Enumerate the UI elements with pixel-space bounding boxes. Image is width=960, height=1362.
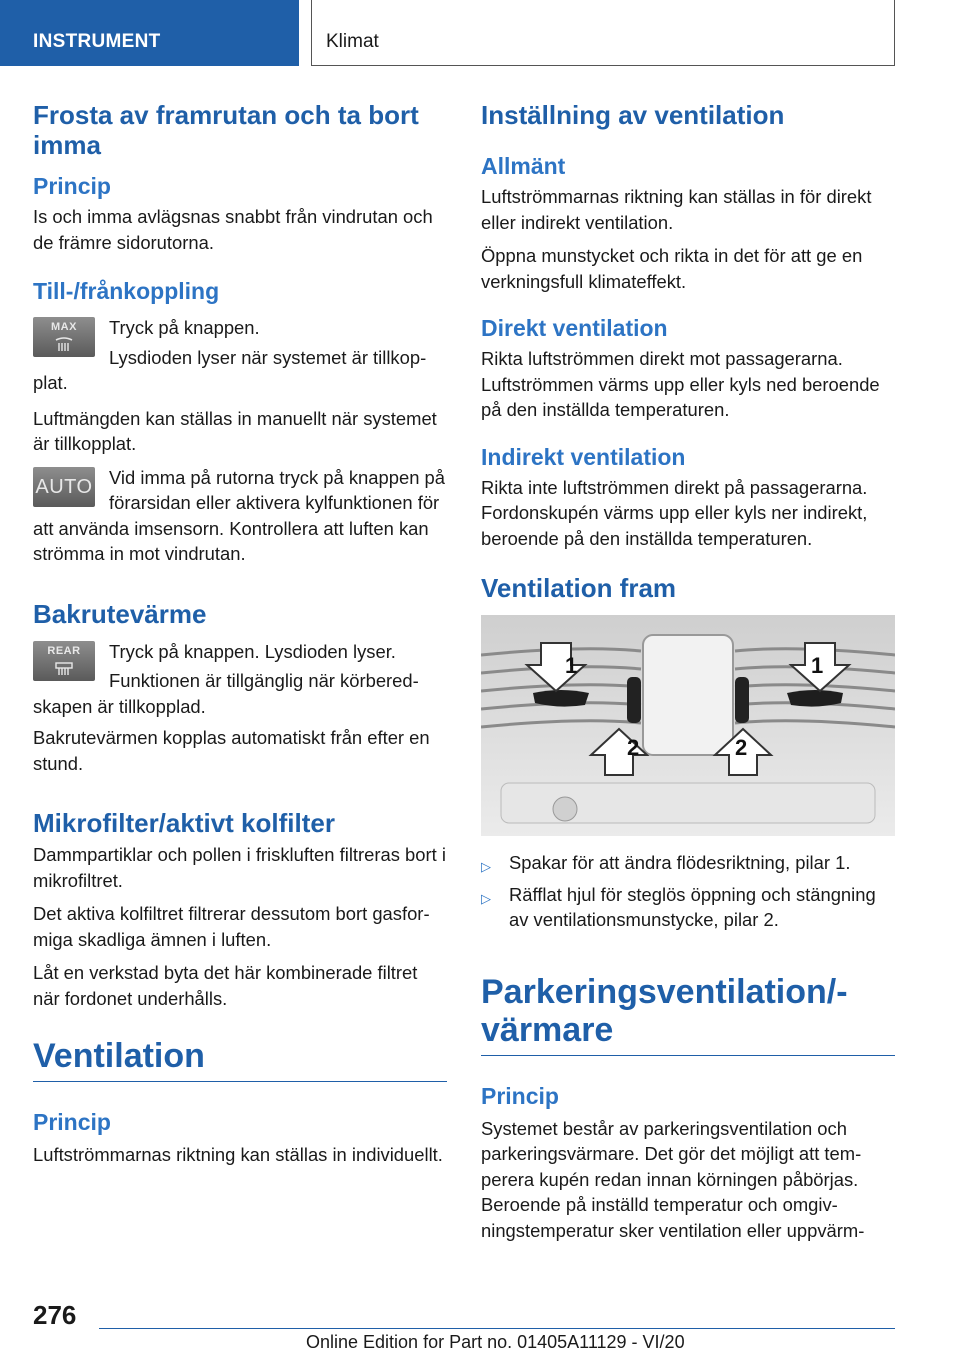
vent-figure — [481, 615, 895, 836]
heading-installning: Inställning av ventilation — [481, 100, 785, 130]
max-icon-label: MAX — [51, 321, 77, 333]
fig-label-1-left: 1 — [565, 653, 578, 678]
heading-parkeringsventilation: Parkeringsventilation/-värmare — [481, 972, 848, 1049]
text-allmant-1: Luftströmmarnas riktning kan ställas in för direkt eller indirekt ventilation. — [481, 186, 872, 233]
defrost-waves-icon — [55, 337, 73, 353]
heading-indirekt: Indirekt ventilation — [481, 443, 686, 470]
text-indirekt: Rikta inte luftströmmen direkt på passagerarna. Fordonskupén värms upp eller kyls ner indirekt, beroende på den inställda temperaturen. — [481, 476, 868, 549]
header-chapter-label: Klimat — [326, 31, 379, 52]
triangle-bullet-icon: ▷ — [481, 859, 491, 874]
text-lysdioden: Lysdioden lyser när systemet är tillkopplat. — [33, 346, 427, 393]
heading-direkt: Direkt ventilation — [481, 315, 668, 341]
heading-ventilation: Ventilation — [33, 1037, 205, 1075]
heading-ventilation-fram: Ventilation fram — [481, 573, 677, 603]
header-chapter-box — [311, 0, 895, 66]
header-section-tab — [0, 0, 299, 66]
text-mikro-2: Det aktiva kolfiltret filtrerar dessutom bort gasformiga skadliga ämnen i luften. — [33, 903, 430, 950]
rear-icon-label: REAR — [47, 644, 81, 657]
text-tryck-knappen: Tryck på knappen. — [109, 317, 260, 338]
text-bak-kopplas: Bakrutevärmen kopplas automatiskt från efter en stund. — [33, 727, 430, 774]
footer-divider — [99, 1328, 895, 1329]
list-item — [481, 850, 895, 876]
rear-defrost-waves-icon — [55, 661, 73, 677]
auto-button-icon — [33, 467, 95, 507]
text-bak-funktionen: Funktionen är tillgänglig när körberedskapen är tillkopplad. — [33, 670, 419, 717]
heading-princip-parkering: Princip — [481, 1082, 559, 1109]
header-section-label: INSTRUMENT — [33, 31, 161, 52]
rear-defrost-button-icon — [33, 641, 95, 681]
text-mikro-3: Låt en verkstad byta det här kombinerade filtret när fordonet underhålls. — [33, 962, 418, 1009]
text-princip-ventilation: Luftströmmarnas riktning kan ställas in individuellt. — [33, 1144, 443, 1165]
bullet-text: Räfflat hjul för steglös öppning och stängning av ventilationsmunstycke, pilar 2. — [509, 883, 876, 930]
heading-mikrofilter: Mikrofilter/aktivt kolfilter — [33, 808, 335, 838]
list-item — [481, 882, 895, 933]
right-column — [481, 100, 895, 1243]
text-princip-parkering: Systemet består av parkeringsventilation och parkeringsvärmare. Det gör det möjligt att temperera kupén redan innan körningen påbörjas. Beroende på inställd temperatur och omgivningstemperatur sker ventilation eller uppvärm- — [481, 1117, 865, 1241]
text-bak-tryck: Tryck på knappen. Lysdioden lyser. — [109, 640, 396, 662]
auto-icon-label: AUTO — [35, 475, 93, 498]
text-mikro-1: Dammpartiklar och pollen i friskluften filtreras bort i mikrofiltret. — [33, 844, 446, 891]
fig-label-2-left: 2 — [627, 735, 640, 760]
triangle-bullet-icon: ▷ — [481, 890, 491, 906]
heading-princip-ventilation: Princip — [33, 1109, 111, 1135]
left-column — [33, 100, 447, 1168]
text-luftmangden: Luftmängden kan ställas in manuellt när systemet är tillkopplat. — [33, 407, 437, 454]
footer-edition: Online Edition for Part no. 01405A11129 - VI/20 — [306, 1332, 685, 1352]
text-princip-1: Is och imma avlägsnas snabbt från vindrutan och de främre sidorutorna. — [33, 206, 433, 253]
text-allmant-2: Öppna munstycket och rikta in det för att ge en verkningsfull klimateffekt. — [481, 245, 863, 292]
vent-illustration — [481, 615, 895, 836]
page-number: 276 — [33, 1300, 77, 1330]
vent-bullet-list — [481, 850, 895, 933]
fig-label-2-right: 2 — [735, 735, 748, 760]
text-direkt: Rikta luftströmmen direkt mot passagerarna. Luftströmmen värms upp eller kyls ned beroende på den inställda temperaturen. — [481, 348, 880, 420]
heading-princip-1: Princip — [33, 173, 111, 199]
heading-frosta: Frosta av framrutan och ta bort imma — [33, 100, 419, 160]
max-defrost-button-icon — [33, 317, 95, 357]
fig-label-1-right: 1 — [811, 653, 824, 678]
heading-allmant: Allmänt — [481, 153, 566, 179]
heading-till-franskoppling: Till-/frånkoppling — [33, 278, 220, 304]
heading-bakrutevarme: Bakrutevärme — [33, 598, 207, 629]
bullet-text: Spakar för att ändra flödesriktning, pilar 1. — [509, 852, 851, 873]
text-vid-imma: Vid imma på rutorna tryck på knappen på förarsidan eller aktivera kylfunktionen för att använda imsensorn. Kontrollera att luften kan strömma in mot vindrutan. — [33, 466, 445, 564]
